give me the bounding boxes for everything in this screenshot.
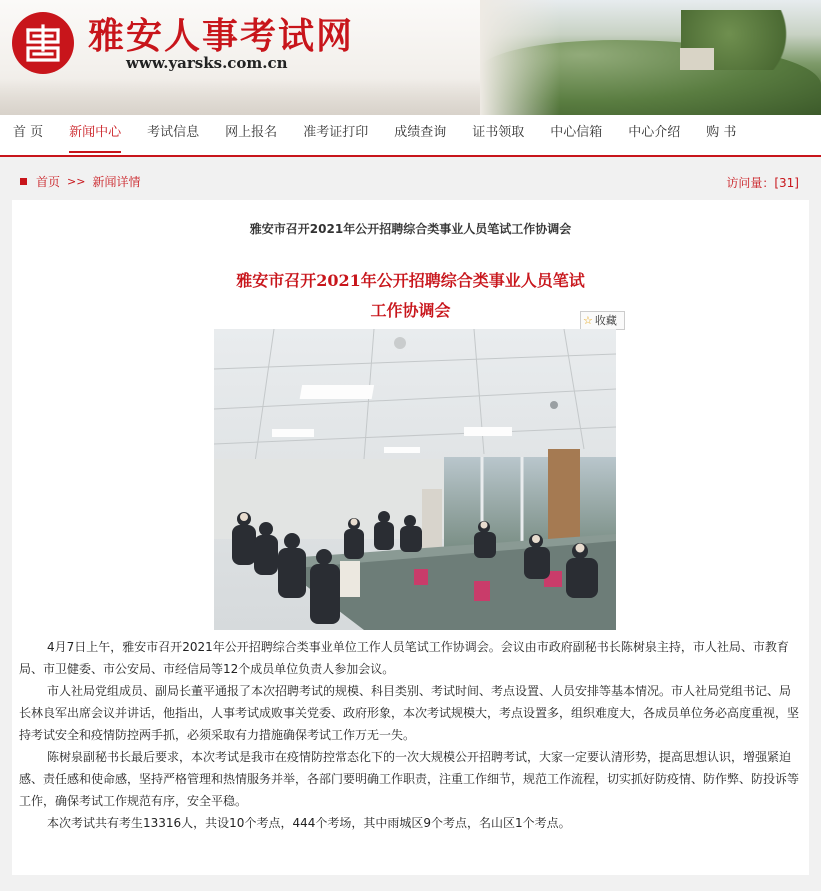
breadcrumb-current[interactable]: 新闻详情 [92,174,141,189]
nav-item-score-query[interactable]: 成绩查询 [394,125,447,140]
collect-label: 收藏 [594,314,617,327]
visit-counter: 访问量：[31] [726,176,799,190]
nav-item-books[interactable]: 购 书 [706,125,737,140]
breadcrumb-home-link[interactable]: 首页 [36,174,61,189]
nav-item-exam-info[interactable]: 考试信息 [147,125,200,140]
nav-item-online-registration[interactable]: 网上报名 [225,125,278,140]
breadcrumb [12,170,809,192]
main-nav [0,115,821,157]
site-url: www.yarsks.com.cn [126,54,288,72]
article-title-line-2: 工作协调会 [370,301,451,320]
nav-item-mailbox[interactable]: 中心信箱 [550,125,603,140]
header-banner-photo [480,0,821,115]
article-paragraph: 本次考试共有考生13316人，共设10个考点，444个考场，其中雨城区9个考点，名山区1个考点。 [47,816,571,830]
article-small-title: 雅安市召开2021年公开招聘综合类事业人员笔试工作协调会 [249,222,572,236]
article-panel [12,200,809,875]
site-header [0,0,821,115]
meeting-photo [214,329,616,630]
nav-item-certificate[interactable]: 证书领取 [472,125,525,140]
nav-item-admission-ticket[interactable]: 准考证打印 [303,125,369,140]
article-paragraph: 陈树泉副秘书长最后要求，本次考试是我市在疫情防控常态化下的一次大规模公开招聘考试，大家一定要认清形势，提高思想认识，增强紧迫感、责任感和使命感，坚持严格管理和热情服务并举，各部门要明确工作职责，注重工作细节，规范工作流程，切实抓好防疫情、防作弊、防投诉等工作，确保考试工作规范有序，安全平稳。 [19,750,800,808]
breadcrumb-separator: >> [67,174,86,188]
nav-item-home[interactable]: 首 页 [13,125,44,140]
site-name: 雅安人事考试网 [88,15,355,57]
article-title-line-1: 雅安市召开2021年公开招聘综合类事业人员笔试 [236,271,585,290]
star-icon: ☆ [583,314,593,327]
nav-item-news[interactable]: 新闻中心 [69,115,121,155]
article-body [19,636,802,834]
article-paragraph: 4月7日上午，雅安市召开2021年公开招聘综合类事业单位工作人员笔试工作协调会。会议由市政府副秘书长陈树泉主持，市人社局、市教育局、市卫健委、市公安局、市经信局等12个成员单位负责人参加会议。 [19,640,789,676]
nav-item-about[interactable]: 中心介绍 [628,125,681,140]
article-paragraph: 市人社局党组成员、副局长董平通报了本次招聘考试的规模、科目类别、考试时间、考点设置、人员安排等基本情况。市人社局党组书记、局长林良军出席会议并讲话，他指出，人事考试成败事关党委、政府形象，本次考试规模大，考点设置多，组织难度大，各成员单位务必高度重视，坚持考试安全和疫情防控两手抓，必须采取有力措施确保考试工作万无一失。 [19,684,800,742]
breadcrumb-square-icon [20,178,27,185]
site-logo-icon[interactable] [12,12,74,74]
article-title [12,266,809,326]
collect-button[interactable] [580,311,625,330]
header-skyline-decoration [0,79,480,115]
